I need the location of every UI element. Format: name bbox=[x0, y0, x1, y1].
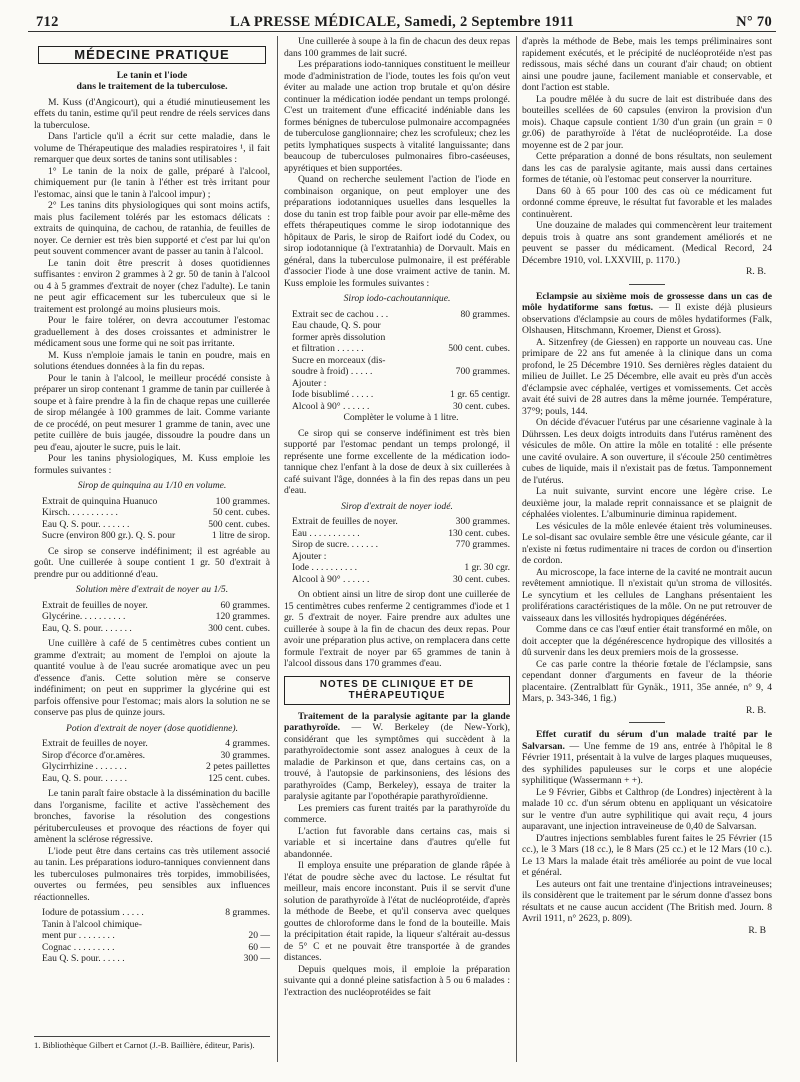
paragraph: Eclampsie au sixième mois de grossesse dans un cas de môle hydatiforme sans fœtus. — Il existe déjà plusieurs observations d'éclampsie au cours de môles hydatiformes (Falk, Olshausen, Hitschmann, Kroemer, Dienst et Gross). bbox=[522, 290, 772, 336]
formula bbox=[42, 496, 270, 542]
formula-row: Sucre (environ 800 gr.). Q. S. pour 1 litre de sirop. bbox=[42, 530, 270, 541]
paragraph: Comme dans ce cas l'œuf entier était transformé en môle, on doit accepter que la dégénérescence hydropique des villosités a dû survenir dans les deux premiers mois de la grossesse. bbox=[522, 624, 772, 658]
formula-row: Sirop d'écorce d'or.amères. 30 grammes. bbox=[42, 749, 270, 761]
article-title: Le tanin et l'iode dans le traitement de la tuberculose. bbox=[76, 69, 228, 92]
column-divider bbox=[516, 36, 517, 1062]
formula-row: et filtration . . . . . . 500 cent. cubes. bbox=[292, 343, 510, 354]
paragraph: On décide d'évacuer l'utérus par une césarienne vaginale à la Dührssen. Les deux doigts introduits dans l'utérus ramènent des vésicules de môle. On attire la môle en totalité : elle présente une cavité ovulaire. A son ouverture, il s'écoule 250 centimètres cubes de liquide, mais il n'existait pas de fœtus. Tamponnement de l'utérus. bbox=[522, 417, 772, 486]
paragraph: La nuit suivante, survint encore une légère crise. Le deuxième jour, la malade reprit connaissance et se plaignit de céphalées violentes. L'albuminurie diminua rapidement. bbox=[522, 486, 772, 520]
formula bbox=[292, 516, 510, 585]
formula-note: Ajouter : bbox=[292, 550, 327, 562]
formula-row: Iodure de potassium . . . . . 8 grammes. bbox=[42, 907, 270, 918]
paragraph: M. Kuss n'emploie jamais le tanin en poudre, mais en solutions étendues données à la fin du repas. bbox=[34, 349, 270, 372]
formula-row: Extrait de quinquina Huanuco 100 grammes. bbox=[42, 495, 270, 507]
formula-row: Eau Q. S. pour. . . . . . 300 — bbox=[42, 953, 270, 964]
column-2 bbox=[284, 36, 510, 998]
formula-row: Alcool à 90° . . . . . . 30 cent. cubes. bbox=[292, 400, 510, 412]
header-rule bbox=[28, 31, 776, 32]
paragraph: Le 9 Février, Gibbs et Calthrop (de Londres) injectèrent à la malade 10 cc. d'un sérum obtenu en appliquant un vésicatoire sur le ventre d'un autre syphilitique qui avait reçu, 4 jours auparavant, une injection intraveineuse de 0,40 de Salvarsan. bbox=[522, 786, 772, 832]
formula-row: Iode . . . . . . . . . . 1 gr. 30 cgr. bbox=[292, 562, 510, 573]
paragraph: Le tanin paraît faire obstacle à la dissémination du bacille dans l'organisme, facilite et active l'assèchement des bronches, favorise la résolution des congestions péritubercuIeuses et provoque des réactions de foyer qui amènent la sclérose régressive. bbox=[34, 788, 270, 845]
paragraph: Le tanin doit être prescrit à doses quotidiennes suffisantes : environ 2 grammes à 2 gr. 50 de tanin à l'alcool ou 4 à 5 grammes d'extrait de noyer (chez l'adulte). Le tanin ne peut agir efficacement sur les tuberculeux que si le traitement est prolongé au moins plusieurs mois. bbox=[34, 257, 270, 315]
formula-title: Potion d'extrait de noyer (dose quotidienne). bbox=[65, 722, 239, 734]
paragraph: Les vésicules de la môle enlevée étaient très volumineuses. Le sol-disant sac ovulaire semble être une vésicule géante, car il n'existe ni fœtus rudimentaire ni traces de cordon ou d'insertion de cordon. bbox=[522, 520, 772, 566]
article-title: Eclampsie au sixième mois de grossesse dans un cas de môle hydatiforme sans fœtus. bbox=[522, 290, 772, 313]
paragraph: Ce sirop qui se conserve indéfiniment est très bien supporté par l'estomac pendant un temps prolongé, il représente une forme excellente de la médication iodo-tannique chez l'enfant à la dose de deux à six cuillerées à café suivant l'âge, données à la fin des repas dans un peu d'eau. bbox=[284, 427, 510, 496]
formula-note: Complèter le volume à 1 litre. bbox=[343, 412, 459, 423]
paragraph: Depuis quelques mois, il emploie la préparation suivante qui a donné pleine satisfaction à 5 ou 6 malades : l'extraction des nucléoprotéides se fait bbox=[284, 963, 510, 998]
paragraph: Une cuillerée à soupe à la fin de chacun des deux repas dans 100 grammes de lait sucré. bbox=[284, 36, 510, 59]
page-header bbox=[28, 6, 776, 28]
formula-row: Eau Q. S. pour. . . . . . . 500 cent. cubes. bbox=[42, 518, 270, 530]
article-title: Effet curatif du sérum d'un malade traité par le Salvarsan. bbox=[522, 729, 772, 752]
paragraph: Les premiers cas furent traités par la parathyroïde du commerce. bbox=[284, 802, 510, 825]
formula bbox=[42, 738, 270, 784]
footnote: 1. Bibliothèque Gilbert et Carnot (J.-B. Baillière, éditeur, Paris). bbox=[34, 1036, 270, 1051]
separator bbox=[629, 284, 665, 285]
column-1 bbox=[34, 36, 270, 969]
formula-row: Kirsch. . . . . . . . . . . 50 cent. cubes. bbox=[42, 507, 270, 518]
formula-row: Eau, Q. S. pour. . . . . . . 300 cent. cubes. bbox=[42, 622, 270, 634]
article-title: Traitement de la paralysie agitante par la glande parathyroïde. bbox=[284, 710, 510, 733]
paragraph: Il employa ensuite une préparation de glande râpée à l'état de poudre sèche avec du lactose. Le résultat fut meilleur, mais encore inconstant. Puis il se servit d'une solution de parathyroïde à l'état de nucléoprotéide, d'après la méthode de Beebe, et qu'il conserva avec quelques gouttes de chloroforme dans le fond de la bouteille. Mais la précipitation était rapide, la liqueur s'altérait au-dessus de 5° C et ne pouvait être transportée à de grandes distances. bbox=[284, 860, 510, 963]
separator bbox=[629, 722, 665, 723]
paragraph: Dans 60 à 65 pour 100 des cas où ce médicament fut ordonné comme épreuve, le résultat fut favorable et les malades continuèrent. bbox=[522, 185, 772, 220]
formula-row: Alcool à 90° . . . . . . 30 cent. cubes. bbox=[292, 573, 510, 585]
paragraph: L'iode peut être dans certains cas très utilement associé au tanin. Les préparations ioduro-tanniques conviennent dans les tuberculoses pulmonaires très torpides, immobilisées, ouvertes ou fermées, peu sensibles aux influences réactionnelles. bbox=[34, 845, 270, 903]
paragraph: Les préparations iodo-tanniques constituent le meilleur mode d'administration de l'iode, toutes les fois qu'on veut éviter au malade une action trop brutale et qu'on désire continuer la médication iodée pendant un temps prolongé. C'est un traitement d'une efficacité indéniable dans les formes bénignes de tuberculose pulmonaire accompagnées de tuberculose ganglionnaire; chez les scrofuleux; chez les petits lymphatiques suspects à vitalité languissante; dans beaucoup de tuberculoses pulmonaires fibro-caséeuses, apyrétiques et bien supportées. bbox=[284, 59, 510, 174]
journal-title: LA PRESSE MÉDICALE, Samedi, 2 Septembre 1911 bbox=[229, 14, 575, 30]
formula-row: Glycirrhizine . . . . . . . 2 petes paillettes bbox=[42, 761, 270, 772]
formula-row: ment pur . . . . . . . . 20 — bbox=[42, 930, 270, 941]
paragraph: Cette préparation a donné de bons résultats, non seulement dans les cas de paralysie agitante, mais aussi dans certaines formes de tétanie, où l'estomac peut conserver la nourriture. bbox=[522, 151, 772, 185]
formula-note: Ajouter : bbox=[292, 377, 327, 389]
signature: R. B. bbox=[746, 266, 766, 277]
formula-row: Glycérine. . . . . . . . . . 120 grammes. bbox=[42, 611, 270, 622]
formula-row: Extrait de feuilles de noyer. 60 grammes. bbox=[42, 599, 270, 611]
section-heading: NOTES DE CLINIQUE ET DE THÉRAPEUTIQUE bbox=[284, 676, 510, 705]
formula bbox=[42, 600, 270, 635]
formula-title: Sirop de quinquina au 1/10 en volume. bbox=[77, 480, 227, 491]
paragraph: Effet curatif du sérum d'un malade traité par le Salvarsan. — Une femme de 19 ans, entrée à l'hôpital le 8 Février 1911, présentait à la vulve de larges plaques muqueuses, des syphilides papuleuses sur le corps et une alopécie syphilitique (Wassermann + +). bbox=[522, 729, 773, 786]
paragraph: Quand on recherche seulement l'action de l'iode en combinaison organique, on peut employer une des préparations iodotanniques usuelles dans lesquelles la dose du tanin est trop faible pour avoir par elle-même des effets thérapeutiques comme le sirop iodotannique des hôpitaux de Paris, le sirop de Raifort iodé du Codex, ou sirop iodotannique (à l'extratanhia) de Dorvault. Mais en général, dans la tuberculose pulmonaire, il est préférable d'associer l'iode à une dose vraiment active de tanin. M. Kuss emploie les formules suivantes : bbox=[284, 174, 510, 289]
formula-row: Cognac . . . . . . . . . 60 — bbox=[42, 941, 270, 953]
formula-title: Solution mère d'extrait de noyer au 1/5. bbox=[75, 584, 229, 595]
formula-row: Eau . . . . . . . . . . . 130 cent. cubes. bbox=[292, 527, 510, 539]
formula bbox=[42, 907, 270, 965]
formula bbox=[292, 309, 510, 424]
paragraph: Pour le tanin à l'alcool, le meilleur procédé consiste à préparer un sirop contenant 1 gramme de tanin par cuillerée à soupe et à faire prendre à la fin de chaque repas une cuillerée de sirop mélangée à 100 grammes de lait. Comme variante de ce procédé, on peut mesurer 1 gramme de tanin, avec une petite cuillère de buis jaugée, dissoudre la poudre dans un peu d'eau, ajouter le sucre, puis le lait. bbox=[34, 372, 271, 453]
column-3 bbox=[522, 36, 772, 936]
formula-row: Extrait de feuilles de noyer. 4 grammes. bbox=[42, 738, 270, 749]
formula-row: Sucre en morceaux (dis- bbox=[292, 354, 386, 366]
paragraph: Une cuillère à café de 5 centimètres cubes contient un gramme d'extrait; au moment de l'emploi on ajoute la quantité voulue à de l'eau sucrée aromatique avec un peu d'essence d'anis. Cette solution mère se conserve indéfiniment; on peut en supprimer la glycérine qui est parfois offensive pour l'estomac; mais alors la solution ne se conserve pas plus de quinze jours. bbox=[34, 638, 270, 718]
paragraph: 2° Les tanins dits physiologiques qui sont moins actifs, mais plus facilement tolérés par les estomacs délicats : extraits de quinquina, de cachou, de ratanhia, de feuilles de noyer. Ce dernier est très bien supporté et c'est par lui qu'on peut souvent commencer avant de passer au tanin à l'alcool. bbox=[34, 200, 270, 257]
paragraph: Ce sirop se conserve indéfiniment; il est agréable au goût. Une cuillerée à soupe contient 1 gr. 50 d'extrait à prendre pur ou additionné d'eau. bbox=[34, 545, 270, 580]
paragraph: d'après la méthode de Bebe, mais les temps préliminaires sont rapidement exécutés, et le précipité de nucléoprotéide n'est pas redissous, mais séché dans un courant d'air chaud; on obtient ainsi une poudre jaune, facilement maniable et conservable, et dont l'action est stable. bbox=[522, 36, 772, 93]
signature: R. B bbox=[748, 924, 766, 936]
paragraph: A. Sitzenfrey (de Giessen) en rapporte un nouveau cas. Une primipare de 22 ans fut amenée à la clinique dans un coma profond, le 25 Décembre 1910. Ses dernières règles dataient du milieu de Juillet. Le 25 Décembre, elle avait eu près d'un accès d'éclampsie avec céphalée, vertiges et vomissements. Cet accès avait été suivi de 28 autres dans la même journée. Température, 37°9; pouls, 144. bbox=[522, 336, 772, 417]
paragraph: Au microscope, la face interne de la cavité ne montrait aucun revêtement amniotique. Il n'existait qu'un stroma de villosités. Le syncytium et les cellules de Langhans présentaient les proliférations caractéristiques de la môle. On ne put retrouver de vaisseaux dans les villosités hydropiques dégénérées. bbox=[522, 566, 772, 624]
paragraph: 1° Le tanin de la noix de galle, préparé à l'alcool, chimiquement pur (le tanin à l'éther est très irritant pour l'estomac, ainsi que le tanin à l'alcool impur) ; bbox=[34, 165, 270, 200]
paragraph: Une douzaine de malades qui commencèrent leur traitement depuis trois à quatre ans sont grandement améliorés et ne peuvent se passer du médicament. (Medical Record, 24 Décembre 1910, vol. LXXVIII, p. 1170.) bbox=[522, 220, 772, 266]
formula-row: Extrait de feuilles de noyer. 300 grammes. bbox=[292, 516, 510, 527]
paragraph: La poudre mêlée à du sucre de lait est distribuée dans des bouteilles scellées de 60 capsules (environ la provision d'un mois). Chaque capsule contient 1/30 d'un grain (un grain = 0 gr.06) de parathyroïde à l'état de nucléoprotéide. La dose moyenne est de 2 par jour. bbox=[522, 93, 772, 151]
formula-row: Eau, Q. S. pour. . . . . . 125 cent. cubes. bbox=[42, 772, 270, 784]
paragraph: Les auteurs ont fait une trentaine d'injections intraveineuses; ils considèrent que le traitement par le sérum donne d'assez bons résultats et ne cause aucun accident (The British med. Journ. 8 Avril 1911, n° 2623, p. 809). bbox=[522, 878, 772, 924]
formula-row: soudre à froid) . . . . . 700 grammes. bbox=[292, 366, 510, 377]
formula-title: Sirop iodo-cachoutannique. bbox=[343, 293, 451, 304]
formula-row: Eau chaude, Q. S. pour bbox=[292, 320, 381, 331]
signature: R. B. bbox=[746, 704, 766, 716]
paragraph: L'action fut favorable dans certains cas, mais si variable et si incertaine dans d'autres qu'elle fut abandonnée. bbox=[284, 825, 510, 860]
paragraph: Traitement de la paralysie agitante par la glande parathyroïde. — W. Berkeley (de New-York), considérant que les symptômes qui succèdent à la parathyroïdectomie sont assez analogues à ceux de la maladie de Parkinson et que, dans certains cas, on a trouvé, à l'autopsie de parkinsoniens, des lésions des parathyroïdes (Camp, Berkeley), essaya de traiter la paralysie agitante par l'opothérapie parathyroïdienne. bbox=[284, 710, 510, 802]
formula-row: former après dissolution bbox=[292, 331, 386, 343]
formula-row: Extrait sec de cachou . . . 80 grammes. bbox=[292, 308, 510, 320]
paragraph: Ce cas parle contre la théorie fœtale de l'éclampsie, sans cependant donner d'arguments en faveur de la théorie placentaire. (Zentralblatt für Gynäk., 1911, 35e année, n° 9, 4 Mars, p. 343-346, 1 fig.) bbox=[522, 658, 772, 704]
page-number: 712 bbox=[36, 14, 59, 30]
paragraph: D'autres injections semblables furent faites le 25 Février (15 cc.), le 3 Mars (18 cc.), le 8 Mars (25 cc.) et le 12 Mars (10 c.). Le 13 Mars la malade était très améliorée au point de vue local et général. bbox=[522, 832, 772, 878]
paragraph: Pour les tanins physiologiques, M. Kuss emploie les formules suivantes : bbox=[34, 453, 270, 476]
paragraph: Dans l'article qu'il a écrit sur cette maladie, dans le volume de Thérapeutique des maladies respiratoires ¹, il fait remarquer que deux sortes de tanins sont utilisables : bbox=[34, 131, 270, 165]
paragraph: Pour le faire tolérer, on devra accoutumer l'estomac graduellement à des doses croissantes et administrer le médicament sous une forme qui ne soit pas irritante. bbox=[34, 315, 270, 349]
formula-row: Tanin à l'alcool chimique- bbox=[42, 918, 142, 930]
paragraph: M. Kuss (d'Angicourt), qui a étudié minutieusement les effets du tanin, estime qu'il peut rendre de réels services dans la tuberculose. bbox=[34, 96, 270, 131]
formula-title: Sirop d'extrait de noyer iodé. bbox=[341, 500, 453, 512]
paragraph: On obtient ainsi un litre de sirop dont une cuillerée de 15 centimètres cubes renferme 2 centigrammes d'iode et 1 gr. 5 d'extrait de noyer. Faire prendre aux adultes une cuillerée à soupe à la fin de chacun des deux repas. Pour avoir une préparation plus active, on remplacera dans cette formule l'extrait de noyer par 65 grammes de tanin à l'alcool dissous dans 170 grammes d'eau. bbox=[284, 589, 510, 669]
formula-row: Iode bisublimé . . . . . 1 gr. 65 centigr. bbox=[292, 389, 510, 400]
section-heading: MÉDECINE PRATIQUE bbox=[38, 46, 266, 64]
column-divider bbox=[277, 36, 278, 1062]
issue-number: N° 70 bbox=[736, 14, 772, 30]
formula-row: Sirop de sucre. . . . . . . 770 grammes. bbox=[292, 539, 510, 550]
